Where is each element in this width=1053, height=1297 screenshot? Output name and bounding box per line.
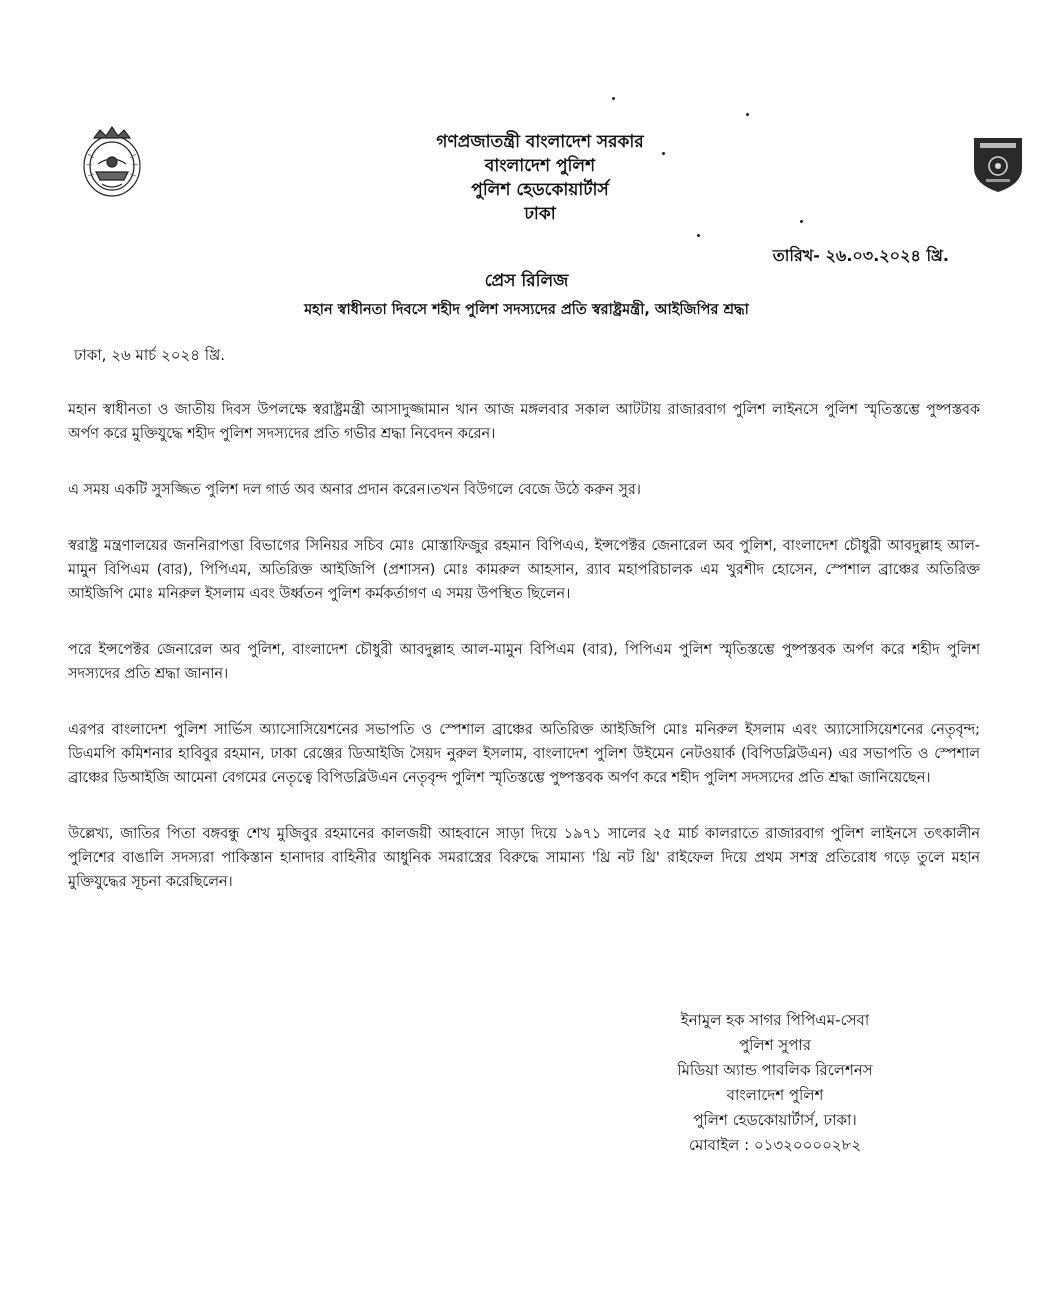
government-name: গণপ্রজাতন্ত্রী বাংলাদেশ সরকার bbox=[436, 132, 644, 152]
signatory-mobile: মোবাইল : ০১৩২০০০০২৮২ bbox=[688, 1136, 862, 1154]
dateline: ঢাকা, ২৬ মার্চ ২০২৪ খ্রি. bbox=[74, 346, 226, 364]
city-name: ঢাকা bbox=[524, 204, 556, 224]
police-shield-icon bbox=[972, 134, 1024, 194]
office-name: পুলিশ হেডকোয়ার্টার্স bbox=[471, 180, 609, 200]
press-release-body bbox=[68, 398, 980, 926]
organization-name: বাংলাদেশ পুলিশ bbox=[484, 156, 596, 176]
signatory-office: পুলিশ হেডকোয়ার্টার্স, ঢাকা। bbox=[693, 1111, 857, 1129]
document-title: প্রেস রিলিজ bbox=[484, 271, 569, 291]
signatory-department: মিডিয়া অ্যান্ড পাবলিক রিলেশনস bbox=[677, 1061, 873, 1079]
paragraph: স্বরাষ্ট্র মন্ত্রণালয়ের জননিরাপত্তা বিভাগের সিনিয়র সচিব মোঃ মোস্তাফিজুর রহমান বিপিএএ, ইন্সপেক্টর জেনারেল অব পুলিশ, বাংলাদেশ চৌধুরী আবদুল্লাহ আল-মামুন বিপিএম (বার), পিপিএম, অতিরিক্ত আইজিপি (প্রশাসন) মোঃ কামরুল আহসান, র‍্যাব মহাপরিচালক এম খুরশীদ হোসেন, স্পেশাল ব্রাঞ্চের অতিরিক্ত আইজিপি মোঃ মনিরুল ইসলাম এবং উর্ধ্বতন পুলিশ কর্মকর্তাগণ এ সময় উপস্থিত ছিলেন। bbox=[68, 538, 980, 602]
letterhead bbox=[300, 130, 780, 226]
scan-speck bbox=[746, 113, 749, 116]
signature-block bbox=[600, 1008, 950, 1158]
document-date: তারিখ- ২৬.০৩.২০২৪ খ্রি. bbox=[772, 246, 949, 265]
scan-speck bbox=[697, 234, 700, 237]
bangladesh-police-emblem-icon bbox=[80, 124, 144, 200]
paragraph: উল্লেখ্য, জাতির পিতা বঙ্গবন্ধু শেখ মুজিবুর রহমানের কালজয়ী আহবানে সাড়া দিয়ে ১৯৭১ সালের ২৫ মার্চ কালরাতে রাজারবাগ পুলিশ লাইনসে তৎকালীন পুলিশের বাঙালি সদস্যরা পাকিস্তান হানাদার বাহিনীর আধুনিক সমরাস্ত্রের বিরুদ্ধে সামান্য 'থ্রি নট থ্রি' রাইফেল দিয়ে প্রথম সশস্ত্র প্রতিরোধ গড়ে তুলে মহান মুক্তিযুদ্ধের সূচনা করেছিলেন। bbox=[68, 826, 980, 890]
paragraph: এ সময় একটি সুসজ্জিত পুলিশ দল গার্ড অব অনার প্রদান করেন।তখন বিউগলে বেজে উঠে করুন সুর। bbox=[68, 482, 641, 498]
signatory-organization: বাংলাদেশ পুলিশ bbox=[726, 1086, 824, 1104]
paragraph: এরপর বাংলাদেশ পুলিশ সার্ভিস অ্যাসোসিয়েশনের সভাপতি ও স্পেশাল ব্রাঞ্চের অতিরিক্ত আইজিপি মোঃ মনিরুল ইসলাম এবং অ্যাসোসিয়েশনের নেতৃবৃন্দ; ডিএমপি কমিশনার হাবিবুর রহমান, ঢাকা রেঞ্জের ডিআইজি সৈয়দ নুরুল ইসলাম, বাংলাদেশ পুলিশ উইমেন নেটওয়ার্ক (বিপিডব্লিউএন) এর সভাপতি ও স্পেশাল ব্রাঞ্চের ডিআইজি আমেনা বেগমের নেতৃত্বে বিপিডব্লিউএন নেতৃবৃন্দ পুলিশ স্মৃতিস্তম্ভে পুষ্পস্তবক অর্পণ করে শহীদ পুলিশ সদস্যদের প্রতি শ্রদ্ধা জানিয়েছেন। bbox=[68, 722, 980, 786]
paragraph: পরে ইন্সপেক্টর জেনারেল অব পুলিশ, বাংলাদেশ চৌধুরী আবদুল্লাহ আল-মামুন বিপিএম (বার), পিপিএম পুলিশ স্মৃতিস্তম্ভে পুষ্পস্তবক অর্পণ করে শহীদ পুলিশ সদস্যদের প্রতি শ্রদ্ধা জানান। bbox=[68, 642, 980, 682]
paragraph: মহান স্বাধীনতা ও জাতীয় দিবস উপলক্ষে স্বরাষ্ট্রমন্ত্রী আসাদুজ্জামান খান আজ মঙ্গলবার সকাল আটটায় রাজারবাগ পুলিশ লাইনসে পুলিশ স্মৃতিস্তম্ভে পুষ্পস্তবক অর্পণ করে মুক্তিযুদ্ধে শহীদ পুলিশ সদস্যদের প্রতি গভীর শ্রদ্ধা নিবেদন করেন। bbox=[68, 402, 980, 442]
document-subtitle: মহান স্বাধীনতা দিবসে শহীদ পুলিশ সদস্যদের প্রতি স্বরাষ্ট্রমন্ত্রী, আইজিপির শ্রদ্ধা bbox=[304, 302, 749, 318]
scan-speck bbox=[662, 152, 665, 155]
scan-speck bbox=[612, 97, 615, 100]
signatory-name: ইনামুল হক সাগর পিপিএম-সেবা bbox=[680, 1011, 870, 1029]
signatory-designation: পুলিশ সুপার bbox=[739, 1036, 811, 1054]
scan-speck bbox=[800, 220, 803, 223]
